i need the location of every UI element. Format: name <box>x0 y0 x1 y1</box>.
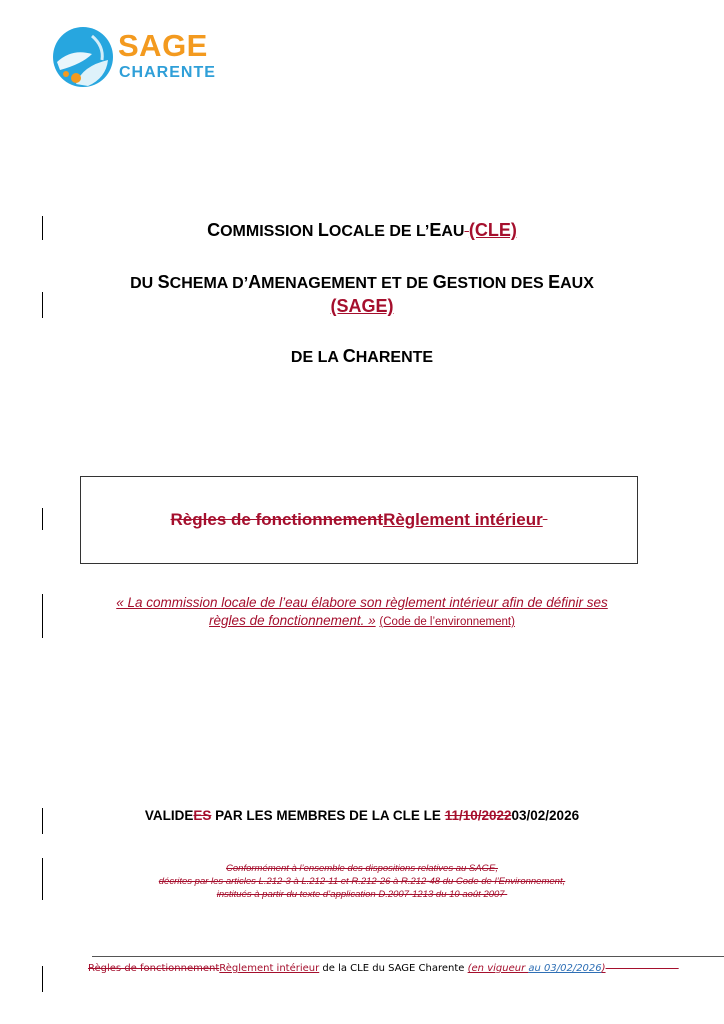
title-schema: DU SCHEMA D’AMENAGEMENT ET DE GESTION DES EAUX <box>130 272 594 292</box>
conformity-line-2: décrites par les articles L.212-3 à L.212-11 et R.212-26 à R.212-48 du Code de l’Environnement, <box>158 876 566 887</box>
inserted-title: Règlement intérieur <box>383 510 543 529</box>
footer-date: au 03/02/2026 <box>528 963 602 974</box>
sage-charente-logo <box>52 26 232 90</box>
change-bar <box>42 594 43 638</box>
quote-source: (Code de l’environnement) <box>379 616 515 628</box>
logo-globe-icon <box>52 26 114 88</box>
title-sage <box>40 296 684 317</box>
new-date: 03/02/2026 <box>511 808 580 823</box>
quote-line-2: règles de fonctionnement. » <box>209 613 376 628</box>
document-title-box <box>80 476 638 564</box>
deleted-suffix: ES <box>193 808 212 823</box>
footer-rule <box>92 956 724 957</box>
validation-line: VALIDEES PAR LES MEMBRES DE LA CLE LE 11/10/202203/02/2026 <box>144 808 580 823</box>
quote-line-1: « La commission locale de l’eau élabore son règlement intérieur afin de définir ses <box>116 595 608 610</box>
deleted-title: Règles de fonctionnement <box>170 510 384 529</box>
conformity-note <box>60 862 664 901</box>
logo-sage-text: SAGE <box>118 28 208 63</box>
conformity-line-1: Conformément à l’ensemble des dispositions relatives au SAGE, <box>226 863 498 874</box>
quote-block <box>60 594 664 631</box>
footer-deleted: Règles de fonctionnement <box>88 963 220 974</box>
title-commission: COMMISSION LOCALE DE L’EAU (CLE) <box>207 220 517 240</box>
page-footer: Règles de fonctionnementRèglement intérieur de la CLE du SAGE Charente (en vigueur au 03/02/2026) <box>88 963 606 974</box>
conformity-line-3: institués à partir du texte d’application D.2007-1213 du 10 août 2007 <box>216 889 505 900</box>
change-bar <box>42 508 43 530</box>
title-charente: DE LA CHARENTE <box>290 346 434 366</box>
deleted-date: 11/10/2022 <box>444 808 512 823</box>
change-bar <box>42 966 43 992</box>
inserted-sage: (SAGE) <box>330 296 394 316</box>
logo-charente-text: CHARENTE <box>119 64 216 81</box>
document-title <box>81 510 637 530</box>
inserted-cle: (CLE) <box>468 220 517 240</box>
change-bar <box>42 858 43 900</box>
footer-inserted: Règlement intérieur <box>219 963 320 974</box>
